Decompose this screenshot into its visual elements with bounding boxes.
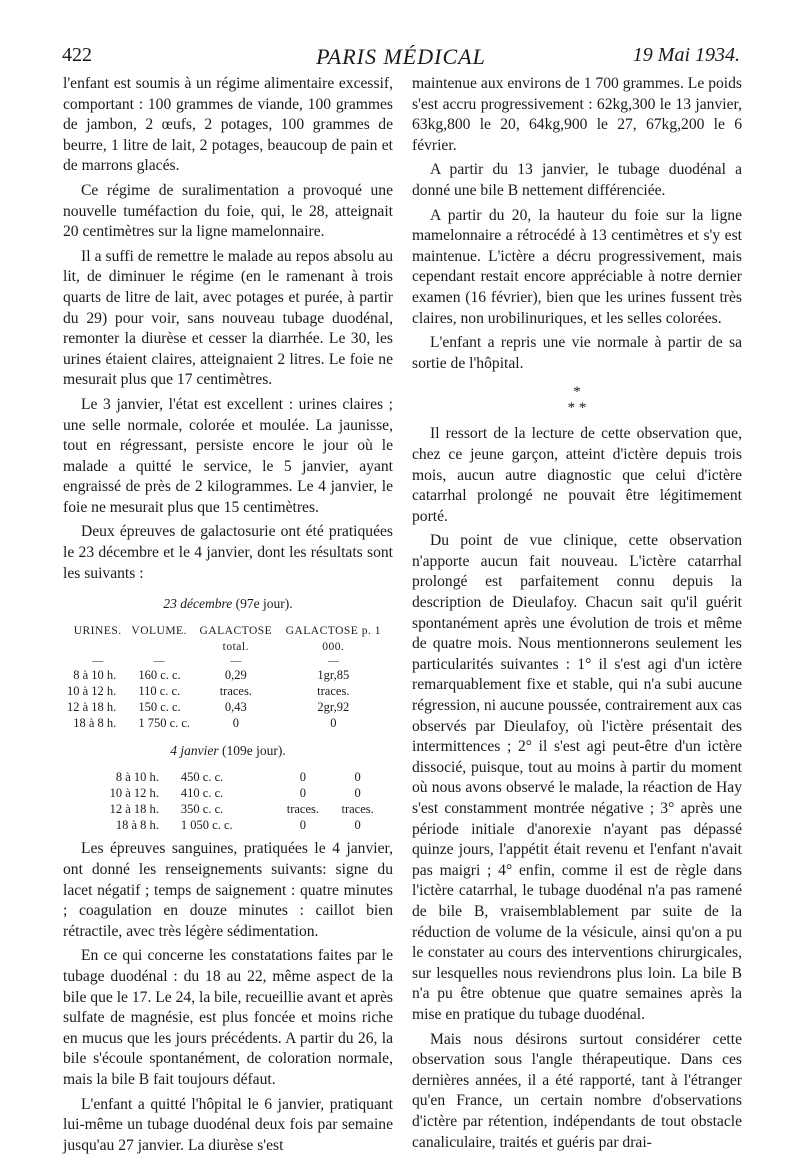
column-header: VOLUME. [131,624,187,637]
table-section-title: 23 décembre (97e jour). [163,596,293,612]
paragraph: Du point de vue clinique, cette observation n'apporte aucun fait nouveau. L'ictère catarrhal prolongé est parfaitement connu depuis la description de Dieulafoy. Chacun sait qu'il guérit spontanément après une évolution de trois et même de quatre mois. Nous mentionnerons seulement les particularités suivantes : 1° il s'est agi d'un ictère remarquablement fixe et stable, qui n'a subi aucune régression, ni aucune poussée, contrairement aux cas observés par Dieulafoy, où l'ictère présentait des intermittences ; 2° il s'est agi peut-être d'un ictère dissocié, puisque, tout au moins à partir du moment où nous avons observé le malade, la réaction de Hay s'est constamment montrée négative ; 3° après une période initiale d'anorexie n'ayant pas dépassé quinze jours, l'appétit était revenu et l'enfant n'avait pas maigri ; 4° enfin, comme il est de règle dans l'ictère catarrhal, le tubage duodénal n'a pas ramené de bile B, vraisemblablement par suite de la réduction de volume de la vésicule, ainsi qu'on a pu le constater au cours des interventions chirurgicales, sur lesquelles nous reviendrons plus loin. La bile B n'a pu être obtenue que quatre semaines après la mise en pratique du tubage duodénal. [412,532,742,1023]
paragraph: En ce qui concerne les constatations faites par le tubage duodénal : du 18 au 22, même aspect de la bile que le 17. Le 24, la bile, recueillie avant et après sulfate de magnésie, est plus foncée et moins riche en mucus que les jours précédents. A partir du 26, la bile s'écoule spontanément, de coloration normale, mais la bile B fait toujours défaut. [63,947,393,1088]
galactosurie-table-4-janvier [67,769,385,833]
galactosurie-table-23-decembre: URINES. VOLUME. GALACTOSE total. GALACTOSE p. 1 000. — — — — 8 à 10 h. 160 c. c. 0,29 1gr,85 10 à 12 h. 110 c. c. traces. traces. 12 à 18 h. 150 c. c. 0,43 2gr,92 18 à 8 h. 1 750 c. c. 0 0 [67,623,385,731]
paragraph: Deux épreuves de galactosurie ont été pratiquées le 23 décembre et le 4 janvier, dont les résultats sont les suivants : [63,523,393,582]
table-section-title: 4 janvier (109e jour). [170,742,286,758]
paragraph: maintenue aux environs de 1 700 grammes. Le poids s'est accru progressivement : 62kg,300 le 13 janvier, 63kg,800 le 20, 64kg,900 le 27, 67kg,200 le 6 février. [412,75,742,154]
right-column [412,74,742,1157]
table-row: 10 à 12 h. 110 c. c. traces. traces. [67,683,350,698]
table-row: 8 à 10 h. 160 c. c. 0,29 1gr,85 [73,667,350,682]
section-separator-asterism: * * * [567,384,587,417]
table-row: 8 à 10 h. 450 c. c. 0 0 [115,770,361,785]
table-row: 12 à 18 h. 350 c. c. traces. traces. [109,802,374,817]
paragraph: L'enfant a repris une vie normale à partir de sa sortie de l'hôpital. [412,334,742,372]
column-header: URINES. [73,624,122,637]
table-row: 12 à 18 h. 150 c. c. 0,43 2gr,92 [67,699,350,714]
paragraph: Ce régime de suralimentation a provoqué une nouvelle tuméfaction du foie, qui, le 28, atteignait 20 centimètres sur la ligne mamelonnaire. [63,181,393,241]
paragraph: Le 3 janvier, l'état est excellent : urines claires ; une selle normale, colorée et moulée. La jaunisse, tout en régressant, persiste encore le jour où le malade a quitté le service, le 5 janvier, ayant engraissé de près de 2 kilogrammes. Le 4 janvier, le foie ne mesurait plus que 15 centimètres. [63,395,393,516]
column-header: GALACTOSE p. 1 000. [285,624,381,653]
column-header: GALACTOSE total. [199,624,273,653]
paragraph: Il a suffi de remettre le malade au repos absolu au lit, de diminuer le régime (en le ramenant à trois quarts de litre de lait, avec potages et purée, à partir du 29) pour voir, sans nouveau tubage duodénal, remonter la diurèse et cesser la diarrhée. Le 30, les urines étaient claires, atteignaient 2 litres. Le foie ne mesurait plus que 17 centimètres. [63,247,393,389]
paragraph: l'enfant est soumis à un régime alimentaire excessif, comportant : 100 grammes de viande, 100 grammes de jambon, 2 œufs, 2 potages, 100 grammes de beurre, 1 litre de lait, 2 potages, beaucoup de pain et de marrons glacés. [63,75,393,175]
page-header [62,44,740,74]
table-row: 18 à 8 h. 1 050 c. c. 0 0 [115,818,361,833]
table-row: 18 à 8 h. 1 750 c. c. 0 0 [73,715,337,730]
page-number: 422 [62,44,92,66]
paragraph: Mais nous désirons surtout considérer cette observation sous l'angle thérapeutique. Dans ces dernières années, il a été rapporté, tant à l'étranger qu'en France, un certain nombre d'observations d'ictère par rétention, indépendants de tout obstacle canaliculaire, traités et guéris par drai- [412,1030,742,1151]
paragraph: Il ressort de la lecture de cette observation que, chez ce jeune garçon, atteint d'ictère depuis trois mois, aucun autre diagnostic que celui d'ictère catarrhal prolongé ne pouvait être légitimement porté. [412,425,742,525]
paragraph: A partir du 20, la hauteur du foie sur la ligne mamelonnaire a rétrocédé à 13 centimètres et s'y est maintenue. L'ictère a décru progressivement, mais cependant restait encore appréciable à notre dernier examen (16 février), bien que les urines fussent très claires, non urobilinuriques, et les selles colorées. [412,206,742,327]
journal-title: PARIS MÉDICAL [316,44,486,69]
issue-date: 19 Mai 1934. [632,44,740,66]
paragraph: A partir du 13 janvier, le tubage duodénal a donné une bile B nettement différenciée. [412,161,742,199]
left-column [63,74,393,1160]
paragraph: L'enfant a quitté l'hôpital le 6 janvier, pratiquant lui-même un tubage duodénal deux fois par semaine jusqu'au 27 janvier. La diurèse s'est [63,1095,393,1154]
table-row: 10 à 12 h. 410 c. c. 0 0 [109,786,361,801]
paragraph: Les épreuves sanguines, pratiquées le 4 janvier, ont donné les renseignements suivants: signe du lacet négatif ; temps de saignement : quatre minutes ; coagulation en douze minutes : caillot bien rétractile, avec très légère sédimentation. [63,840,393,940]
